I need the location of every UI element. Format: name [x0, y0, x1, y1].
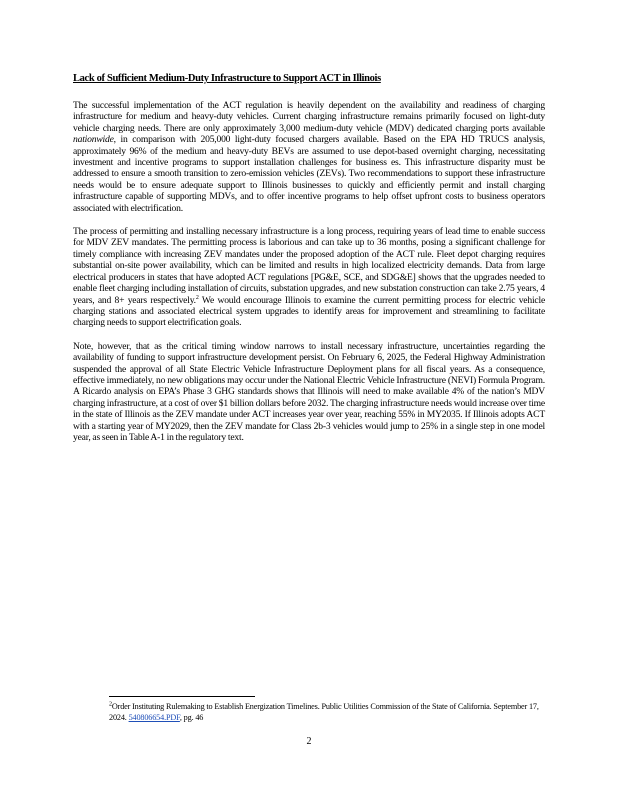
body-paragraph — [73, 341, 545, 444]
footnote-link[interactable]: 540806654.PDF — [128, 713, 180, 722]
paragraphs-container — [73, 100, 545, 443]
footnote-reference: 2 — [195, 294, 199, 301]
footnote — [109, 701, 545, 723]
section-heading: Lack of Sufficient Medium-Duty Infrastructure to Support ACT in Illinois — [73, 73, 381, 84]
paragraph-text: The process of permitting and installing necessary infrastructure is a long process, requiring years of lead time to enable success for MDV ZEV mandates. The permitting process is laborious and can take up to 36 months, posing a significant challenge for timely compliance with increasing ZEV mandates under the proposed adoption of the ACT rule. Fleet depot charging requires substantial on-site power availability, which can be limited and results in high localized electricity demands. Data from large electrical producers in states that have adopted ACT regulations [PG&E, SCE, and SDG&E] shows that the upgrades needed to enable fleet charging including installation of circuits, substation upgrades, and new substation construction can take 2.75 years, 4 years, and 8+ years respectively. — [73, 226, 545, 306]
body-paragraph — [73, 100, 545, 214]
footnote-suffix: , pg. 46 — [179, 713, 204, 722]
footnote-marker: 2 — [109, 701, 112, 708]
paragraph-text: Note, however, that as the critical timing window narrows to install necessary infrastructure, uncertainties regarding the availability of funding to support infrastructure development persist. On February 6, 2025, the Federal Highway Administration suspended the approval of all State Electric Vehicle Infrastructure Deployment plans for all fiscal years. As a consequence, effective immediately, no new obligations may occur under the National Electric Vehicle Infrastructure (NEVI) Formula Program. A Ricardo analysis on EPA’s Phase 3 GHG standards shows that Illinois will need to make available 4% of the nation’s MDV charging infrastructure, at a cost of over $1 billion dollars before 2032. The charging infrastructure needs would increase over time in the state of Illinois as the ZEV mandate under ACT increases year over year, reaching 55% in MY2035. If Illinois adopts ACT with a starting year of MY2029, then the ZEV mandate for Class 2b-3 vehicles would jump to 25% in a single step in one model year, as seen in Table A-1 in the regulatory text. — [73, 340, 545, 443]
body-paragraph — [73, 226, 545, 329]
paragraph-text: We would encourage Illinois to examine the current permitting process for electric vehicle charging stations and associated electrical system upgrades to identify areas for improvement and streamlining to facilitate charging needs to support electrification goals. — [73, 294, 546, 329]
paragraph-text: The successful implementation of the ACT regulation is heavily dependent on the availability and readiness of charging infrastructure for medium and heavy-duty vehicles. Current charging infrastructure remains primarily focused on light-duty vehicle charging needs. There are only approximately 3,000 medium-duty vehicle (MDV) dedicated charging ports available — [73, 100, 545, 134]
paragraph-text: , in comparison with 205,000 light-duty focused chargers available. Based on the EPA HD TRUCS analysis, approximately 96% of the medium and heavy-duty BEVs are assumed to use depot-based overnight charging, necessitating investment and incentive programs to support installation challenges for business es. This infrastructure disparity must be addressed to ensure a smooth transition to zero-emission vehicles (ZEVs). Two recommendations to support these infrastructure needs would be to ensure adequate support to Illinois businesses to quickly and efficiently permit and install charging infrastructure capable of supporting MDVs, and to offer incentive programs to help offset upfront costs to business operators associated with electrification. — [73, 134, 545, 214]
emphasis-text: nationwide — [73, 134, 114, 146]
page-number: 2 — [306, 736, 312, 747]
document-body — [73, 72, 545, 455]
footnote-separator — [109, 696, 255, 697]
footnote-text: Order Instituting Rulemaking to Establish Energization Timelines. Public Utilities Commission of the State of California. September 17, 2024. — [109, 702, 539, 722]
